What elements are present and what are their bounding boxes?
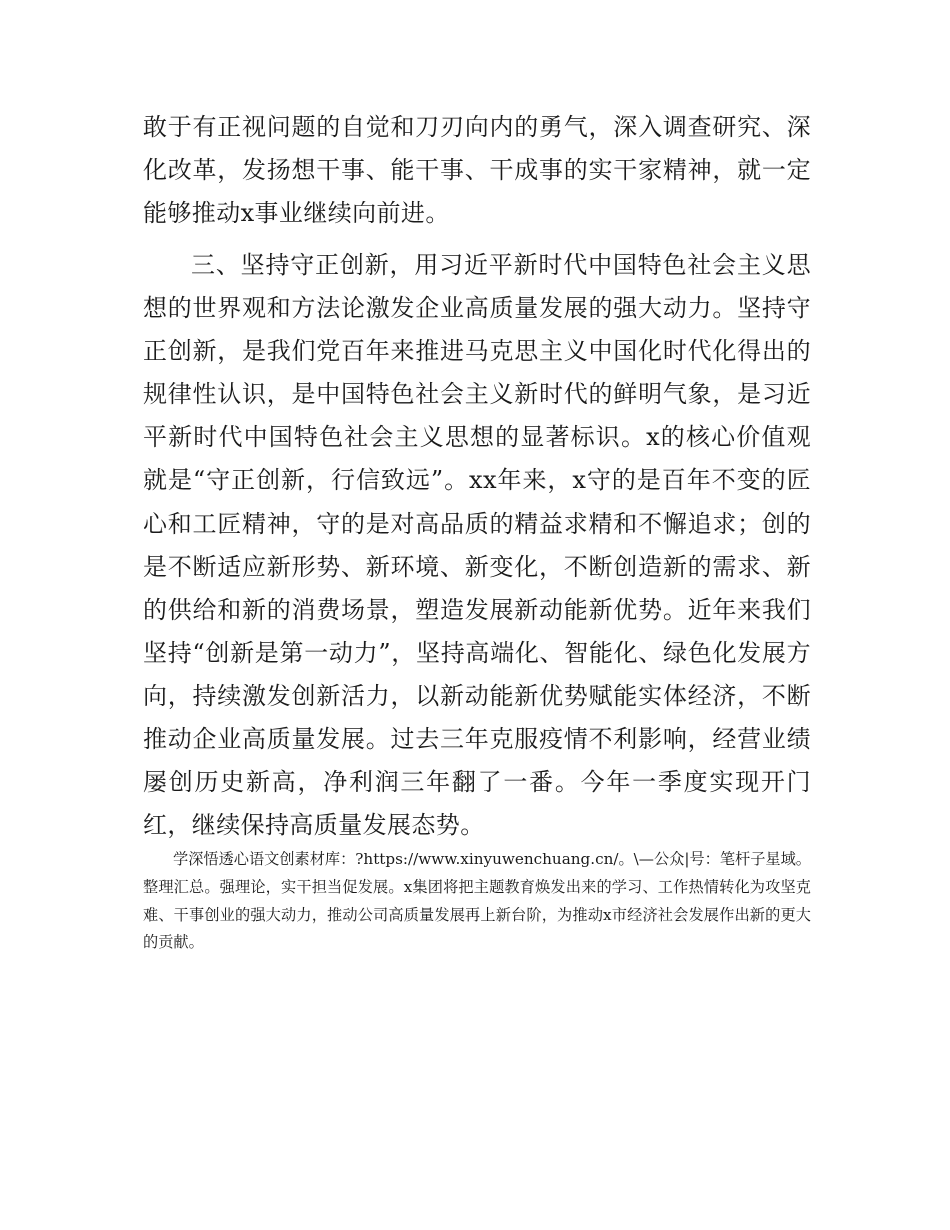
body-paragraph-2: 三、坚持守正创新，用习近平新时代中国特色社会主义思想的世界观和方法论激发企业高质量发展的强大动力。坚持守正创新，是我们党百年来推进马克思主义中国化时代化得出的规律性认识，是中国特色社会主义新时代的鲜明气象，是习近平新时代中国特色社会主义思想的显著标识。x的核心价值观就是“守正创新，行信致远”。xx年来，x守的是百年不变的匠心和工匠精神，守的是对高品质的精益求精和不懈追求；创的是不断适应新形势、新环境、新变化，不断创造新的需求、新的供给和新的消费场景，塑造发展新动能新优势。近年来我们坚持“创新是第一动力”，坚持高端化、智能化、绿色化发展方向，持续激发创新活力，以新动能新优势赋能实体经济，不断推动企业高质量发展。过去三年克服疫情不利影响，经营业绩屡创历史新高，净利润三年翻了一番。今年一季度实现开门红，继续保持高质量发展态势。 [143,251,811,840]
footnote-paragraph: 学深悟透心语文创素材库：?https://www.xinyuwenchuang.cn/。\—公众|号：笔杆子星域。整理汇总。强理论，实干担当促发展。x集团将把主题教育焕发出来的学习、工作热情转化为攻坚克难、干事创业的强大动力，推动公司高质量发展再上新台阶，为推动x市经济社会发展作出新的更大的贡献。 [143,850,811,952]
body-paragraph-1: 敢于有正视问题的自觉和刀刃向内的勇气，深入调查研究、深化改革，发扬想干事、能干事、干成事的实干家精神，就一定能够推动x事业继续向前进。 [143,113,811,228]
